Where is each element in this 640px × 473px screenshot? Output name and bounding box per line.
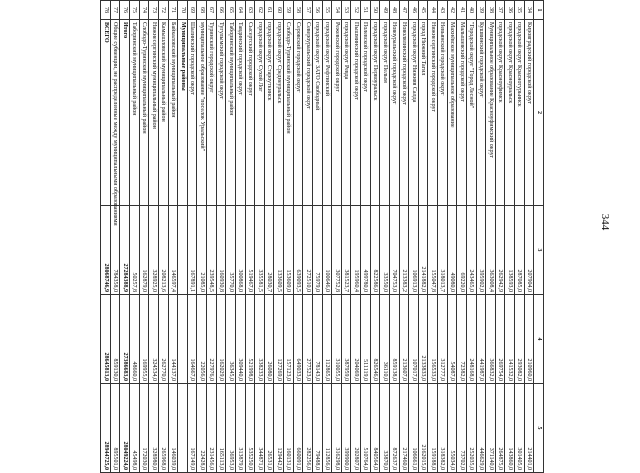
row-name-cell: городской округ Сухой Лог (255, 20, 265, 206)
value-cell-3: 840564,0 (370, 384, 380, 473)
value-cell-1: 50257,8 (130, 206, 140, 295)
row-number-cell: 64 (236, 1, 246, 20)
value-cell-1: 75979,0 (313, 206, 323, 295)
value-cell-1: 243465,0 (467, 206, 477, 295)
row-name-cell: городской округ Рефтинский (322, 20, 332, 206)
table-row (370, 1, 380, 473)
value-cell-1: 822586,0 (370, 206, 380, 295)
value-cell-2: 441987,0 (476, 295, 486, 384)
value-cell-1: 381523,7 (341, 206, 351, 295)
table-row (159, 1, 169, 473)
table-header-row (534, 1, 544, 473)
value-cell-3: 217460,0 (399, 384, 409, 473)
value-cell-3: 167149,0 (187, 384, 197, 473)
row-name-cell: Слободо-Туринский муниципальный район (139, 20, 149, 206)
row-name-cell: Слободо-Туринский муниципальный район (284, 20, 294, 206)
value-cell-3: 28944725,0 (101, 384, 111, 473)
value-cell-2: 269754,0 (495, 295, 505, 384)
table-row (447, 1, 457, 473)
table-row (101, 1, 111, 473)
rotated-page (100, 0, 544, 470)
value-cell-2: 112865,0 (322, 295, 332, 384)
value-cell-2 (178, 295, 188, 384)
value-cell-3: 282256,0 (303, 384, 313, 473)
row-number-cell: 39 (476, 1, 486, 20)
table-row (524, 1, 534, 473)
row-number-cell: 48 (390, 1, 400, 20)
value-cell-3: 146039,0 (168, 384, 178, 473)
table-row (284, 1, 294, 473)
value-cell-1: 208213,6 (159, 206, 169, 295)
row-name-cell: Полевской городской округ (361, 20, 371, 206)
row-name-cell: Малышевский городской округ (457, 20, 467, 206)
value-cell-1: 33550,0 (380, 206, 390, 295)
row-number-cell: 69 (187, 1, 197, 20)
value-cell-2: 248168,0 (467, 295, 477, 384)
value-cell-1: 28030,7 (264, 206, 274, 295)
value-cell-3: 28049224,0 (120, 384, 130, 473)
value-cell-2: 107017,0 (409, 295, 419, 384)
value-cell-3: 159188,0 (428, 384, 438, 473)
value-cell-1: 262942,9 (495, 206, 505, 295)
value-cell-2: 36110,0 (380, 295, 390, 384)
row-name-cell: Сысертский городской округ (245, 20, 255, 206)
row-number-cell: 76 (120, 1, 130, 20)
value-cell-2: 141532,0 (505, 295, 515, 384)
value-cell-1: 213383,2 (399, 206, 409, 295)
table-row (390, 1, 400, 473)
row-number-cell: 36 (505, 1, 515, 20)
table-row (187, 1, 197, 473)
row-name-cell: городской округ Староуткинск (264, 20, 274, 206)
value-cell-3: 510764,0 (361, 384, 371, 473)
row-name-cell: Кировградский городской округ (524, 20, 534, 206)
value-cell-1: 162879,0 (139, 206, 149, 295)
table-row (505, 1, 515, 473)
value-cell-1: 328925,0 (149, 206, 159, 295)
value-cell-3: 301405,0 (515, 384, 525, 473)
table-row (351, 1, 361, 473)
table-row (130, 1, 140, 473)
value-cell-2: 293082,0 (515, 295, 525, 384)
value-cell-3: 165113,0 (216, 384, 226, 473)
value-cell-1: 106913,0 (409, 206, 419, 295)
row-number-cell: 65 (226, 1, 236, 20)
value-cell-2: 312777,0 (438, 295, 448, 384)
table-row (418, 1, 428, 473)
row-number-cell: 67 (207, 1, 217, 20)
value-cell-2: 310055,0 (332, 295, 342, 384)
value-cell-2: 157123,0 (284, 295, 294, 384)
table-row (168, 1, 178, 473)
table-row (120, 1, 130, 473)
value-cell-1: 27284388,9 (120, 206, 130, 295)
value-cell-3: 36953,0 (226, 384, 236, 473)
value-cell-2: 324534,0 (149, 295, 159, 384)
value-cell-1: 160930,8 (216, 206, 226, 295)
value-cell-2: 262770,0 (159, 295, 169, 384)
value-cell-2: 164667,0 (187, 295, 197, 384)
value-cell-1: 639093,5 (293, 206, 303, 295)
value-cell-2: 338233,0 (255, 295, 265, 384)
row-name-cell: Новоуральский городской округ (390, 20, 400, 206)
value-cell-3: 26531,0 (264, 384, 274, 473)
value-cell-3: 872637,0 (390, 384, 400, 473)
table-row (178, 1, 188, 473)
table-row (486, 1, 496, 473)
row-number-cell: 72 (159, 1, 169, 20)
row-number-cell: 52 (351, 1, 361, 20)
value-cell-1: 21085,0 (197, 206, 207, 295)
value-cell-1: 2141882,0 (418, 206, 428, 295)
value-cell-1: 239548,5 (207, 206, 217, 295)
value-cell-1: 335581,5 (255, 206, 265, 295)
table-row (303, 1, 313, 473)
row-number-cell: 34 (524, 1, 534, 20)
value-cell-3: 33870,0 (380, 384, 390, 473)
value-cell-1: 499780,0 (361, 206, 371, 295)
value-cell-2: 156533,0 (428, 295, 438, 384)
value-cell-3: 202807,0 (351, 384, 361, 473)
table-row (236, 1, 246, 473)
value-cell-3: 316298,0 (332, 384, 342, 473)
header-cell-5: 5 (534, 384, 544, 473)
value-cell-3: 252035,0 (467, 384, 477, 473)
table-row (322, 1, 332, 473)
value-cell-2: 162029,0 (216, 295, 226, 384)
row-number-cell: 47 (399, 1, 409, 20)
value-cell-3: 535250,0 (245, 384, 255, 473)
budget-table (100, 0, 544, 473)
header-cell-2: 2 (534, 20, 544, 206)
table-row (495, 1, 505, 473)
value-cell-2: 144137,0 (168, 295, 178, 384)
value-cell-3: 231456,0 (207, 384, 217, 473)
row-number-cell: 74 (139, 1, 149, 20)
value-cell-1: 100646,0 (322, 206, 332, 295)
table-body (101, 1, 544, 473)
value-cell-2: 649033,0 (293, 295, 303, 384)
row-name-cell: городской округ Краснотурьинск (515, 20, 525, 206)
value-cell-1: 153609,0 (284, 206, 294, 295)
row-number-cell: 50 (370, 1, 380, 20)
header-cell-3: 3 (534, 206, 544, 295)
row-name-cell: городской округ ЗАТО Свободный (313, 20, 323, 206)
value-cell-1 (178, 206, 188, 295)
row-name-cell: Общие субвенции, не распределенные между муниципальными образованиями (110, 20, 120, 206)
value-cell-2: 72382,0 (457, 295, 467, 384)
table-row (197, 1, 207, 473)
table-row (245, 1, 255, 473)
value-cell-2: 36345,0 (226, 295, 236, 384)
row-name-cell: Нижнесергинский городской округ (428, 20, 438, 206)
value-cell-2: 54087,0 (447, 295, 457, 384)
table-row (380, 1, 390, 473)
row-name-cell: городской округ Среднеуральск (274, 20, 284, 206)
value-cell-1: 363008,4 (486, 206, 496, 295)
row-name-cell: Режевской городской округ (332, 20, 342, 206)
value-cell-2: 387959,0 (341, 295, 351, 384)
row-number-cell: 78 (101, 1, 111, 20)
value-cell-3: 143860,0 (505, 384, 515, 473)
value-cell-1: 28068746,9 (101, 206, 111, 295)
table-row (399, 1, 409, 473)
value-cell-2: 204069,0 (351, 295, 361, 384)
value-cell-1: 207904,0 (524, 206, 534, 295)
row-name-cell: Муниципальное образование Красноуфимский округ (486, 20, 496, 206)
value-cell-3: 112856,0 (322, 384, 332, 473)
row-name-cell: "Городской округ "Город Лесной" (467, 20, 477, 206)
value-cell-1: 195960,4 (351, 206, 361, 295)
value-cell-1: 307752,8 (332, 206, 342, 295)
row-number-cell: 62 (255, 1, 265, 20)
row-name-cell: Кушвинский городской округ (476, 20, 486, 206)
table-row (149, 1, 159, 473)
value-cell-2: 48660,0 (130, 295, 140, 384)
value-cell-2: 213607,0 (399, 295, 409, 384)
row-name-cell: Махнёвское муниципальное образование (447, 20, 457, 206)
table-row (264, 1, 274, 473)
value-cell-3: 399900,0 (341, 384, 351, 473)
row-number-cell: 35 (515, 1, 525, 20)
row-name-cell: Новолялинский городской округ (399, 20, 409, 206)
row-name-cell: Таборинский муниципальный район (130, 20, 140, 206)
value-cell-2: 826546,0 (370, 295, 380, 384)
page-number: 344 (599, 213, 611, 231)
table-row (361, 1, 371, 473)
row-number-cell: 60 (274, 1, 284, 20)
value-cell-1: 784358,0 (110, 206, 120, 295)
row-number-cell: 61 (264, 1, 274, 20)
row-name-cell: Таборинский муниципальный район (226, 20, 236, 206)
value-cell-3: 22428,0 (197, 384, 207, 473)
table-row (457, 1, 467, 473)
value-cell-3: 313879,0 (236, 384, 246, 473)
value-cell-1: 69220,0 (457, 206, 467, 295)
row-name-cell: городской округ Ревда (341, 20, 351, 206)
value-cell-1: 155047,8 (428, 206, 438, 295)
row-name-cell: муниципальное образование "поселок Уральский" (197, 20, 207, 206)
row-name-cell: Туринский городской округ (207, 20, 217, 206)
row-name-cell: городской округ Пелым (380, 20, 390, 206)
row-number-cell: 58 (293, 1, 303, 20)
value-cell-1: 395902,0 (476, 206, 486, 295)
row-number-cell: 49 (380, 1, 390, 20)
value-cell-1: 287085,0 (515, 206, 525, 295)
value-cell-3: 106661,0 (409, 384, 419, 473)
value-cell-2: 169955,0 (139, 295, 149, 384)
value-cell-2: 26080,0 (264, 295, 274, 384)
row-number-cell: 41 (457, 1, 467, 20)
value-cell-2: 22056,0 (197, 295, 207, 384)
value-cell-3: 55034,0 (447, 384, 457, 473)
row-number-cell: 77 (110, 1, 120, 20)
value-cell-2: 511119,0 (361, 295, 371, 384)
row-name-cell: Нижнесергинский муниципальный район (149, 20, 159, 206)
table-row (207, 1, 217, 473)
value-cell-2: 227976,0 (207, 295, 217, 384)
table-row (467, 1, 477, 473)
value-cell-3: 264875,0 (495, 384, 505, 473)
table-row (274, 1, 284, 473)
row-name-cell: Пышминский городской округ (351, 20, 361, 206)
row-number-cell: 56 (313, 1, 323, 20)
row-name-cell: Камышловский муниципальный район (159, 20, 169, 206)
row-number-cell: 57 (303, 1, 313, 20)
value-cell-3: 328980,0 (149, 384, 159, 473)
table-row (409, 1, 419, 473)
row-name-cell: городской округ Первоуральск (370, 20, 380, 206)
row-number-cell: 63 (245, 1, 255, 20)
value-cell-3: 2162015,0 (418, 384, 428, 473)
row-name-cell: Североуральский городской округ (303, 20, 313, 206)
row-number-cell: 68 (197, 1, 207, 20)
value-cell-2: 366832,0 (486, 295, 496, 384)
row-name-cell: Серовский городской округ (293, 20, 303, 206)
value-cell-2: 210960,0 (524, 295, 534, 384)
header-cell-4: 4 (534, 295, 544, 384)
row-number-cell: 40 (467, 1, 477, 20)
value-cell-1: 704753,0 (390, 206, 400, 295)
value-cell-2: 2133833,0 (418, 295, 428, 384)
value-cell-1: 167891,1 (187, 206, 197, 295)
value-cell-3: 660091,0 (293, 384, 303, 473)
table-row (438, 1, 448, 473)
table-row (216, 1, 226, 473)
value-cell-3: 214401,0 (524, 384, 534, 473)
row-name-cell: городской округ Красноуфимск (495, 20, 505, 206)
table-row (226, 1, 236, 473)
table-row (476, 1, 486, 473)
value-cell-3: 129442,0 (274, 384, 284, 473)
row-number-cell: 43 (438, 1, 448, 20)
row-name-cell: Итого (120, 20, 130, 206)
row-number-cell: 46 (409, 1, 419, 20)
row-name-cell: Байкаловский муниципальный район (168, 20, 178, 206)
value-cell-1: 133609,5 (274, 206, 284, 295)
value-cell-2: 309440,0 (236, 295, 246, 384)
value-cell-3: 160131,0 (284, 384, 294, 473)
row-name-cell: Шалинский городской округ (187, 20, 197, 206)
value-cell-3: 79488,0 (313, 384, 323, 473)
row-name-cell: Невьянский городской округ (438, 20, 448, 206)
value-cell-1: 272510,0 (303, 206, 313, 295)
row-number-cell: 66 (216, 1, 226, 20)
row-name-cell: Тугулымский городской округ (216, 20, 226, 206)
value-cell-1: 49080,0 (447, 206, 457, 295)
row-number-cell: 53 (341, 1, 351, 20)
table-row (293, 1, 303, 473)
value-cell-2: 859138,0 (390, 295, 400, 384)
table-row (332, 1, 342, 473)
row-number-cell: 73 (149, 1, 159, 20)
value-cell-2: 78143,0 (313, 295, 323, 384)
value-cell-3: 172030,0 (139, 384, 149, 473)
rotated-table-wrapper (102, 0, 544, 470)
row-number-cell: 59 (284, 1, 294, 20)
value-cell-2: 28645813,0 (101, 295, 111, 384)
table-row (313, 1, 323, 473)
value-cell-1: 35770,0 (226, 206, 236, 295)
table-row (515, 1, 525, 473)
value-cell-1: 138593,0 (505, 206, 515, 295)
value-cell-3: 446629,0 (476, 384, 486, 473)
row-name-cell: городской округ Красноуральск (505, 20, 515, 206)
row-number-cell: 38 (486, 1, 496, 20)
row-number-cell: 44 (428, 1, 438, 20)
value-cell-3 (178, 384, 188, 473)
row-number-cell: 42 (447, 1, 457, 20)
value-cell-3: 371140,0 (486, 384, 496, 473)
value-cell-3: 265968,0 (159, 384, 169, 473)
row-number-cell: 51 (361, 1, 371, 20)
table-row (341, 1, 351, 473)
header-cell-1: 1 (534, 1, 544, 20)
value-cell-2: 277523,0 (303, 295, 313, 384)
value-cell-3: 344871,0 (255, 384, 265, 473)
row-name-cell: городской округ Нижняя Салда (409, 20, 419, 206)
value-cell-2: 521998,0 (245, 295, 255, 384)
value-cell-3: 73702,0 (457, 384, 467, 473)
row-name-cell: Муниципальные районы (178, 20, 188, 206)
value-cell-2: 859130,0 (110, 295, 120, 384)
row-number-cell: 45 (418, 1, 428, 20)
row-name-cell: ВСЕГО (101, 20, 111, 206)
row-number-cell: 70 (178, 1, 188, 20)
value-cell-2: 27386683,0 (120, 295, 130, 384)
row-name-cell: город Нижний Тагил (418, 20, 428, 206)
value-cell-3: 318382,0 (438, 384, 448, 473)
value-cell-1: 318013,7 (438, 206, 448, 295)
table-row (428, 1, 438, 473)
row-number-cell: 55 (322, 1, 332, 20)
row-number-cell: 75 (130, 1, 140, 20)
value-cell-1: 300868,0 (236, 206, 246, 295)
value-cell-3: 45498,0 (130, 384, 140, 473)
value-cell-3: 895501,0 (110, 384, 120, 473)
row-name-cell: Тавдинский городской округ (236, 20, 246, 206)
row-number-cell: 37 (495, 1, 505, 20)
value-cell-2: 127269,0 (274, 295, 284, 384)
table-row (110, 1, 120, 473)
value-cell-1: 519467,0 (245, 206, 255, 295)
row-number-cell: 71 (168, 1, 178, 20)
value-cell-1: 146597,4 (168, 206, 178, 295)
table-row (255, 1, 265, 473)
row-number-cell: 54 (332, 1, 342, 20)
table-row (139, 1, 149, 473)
